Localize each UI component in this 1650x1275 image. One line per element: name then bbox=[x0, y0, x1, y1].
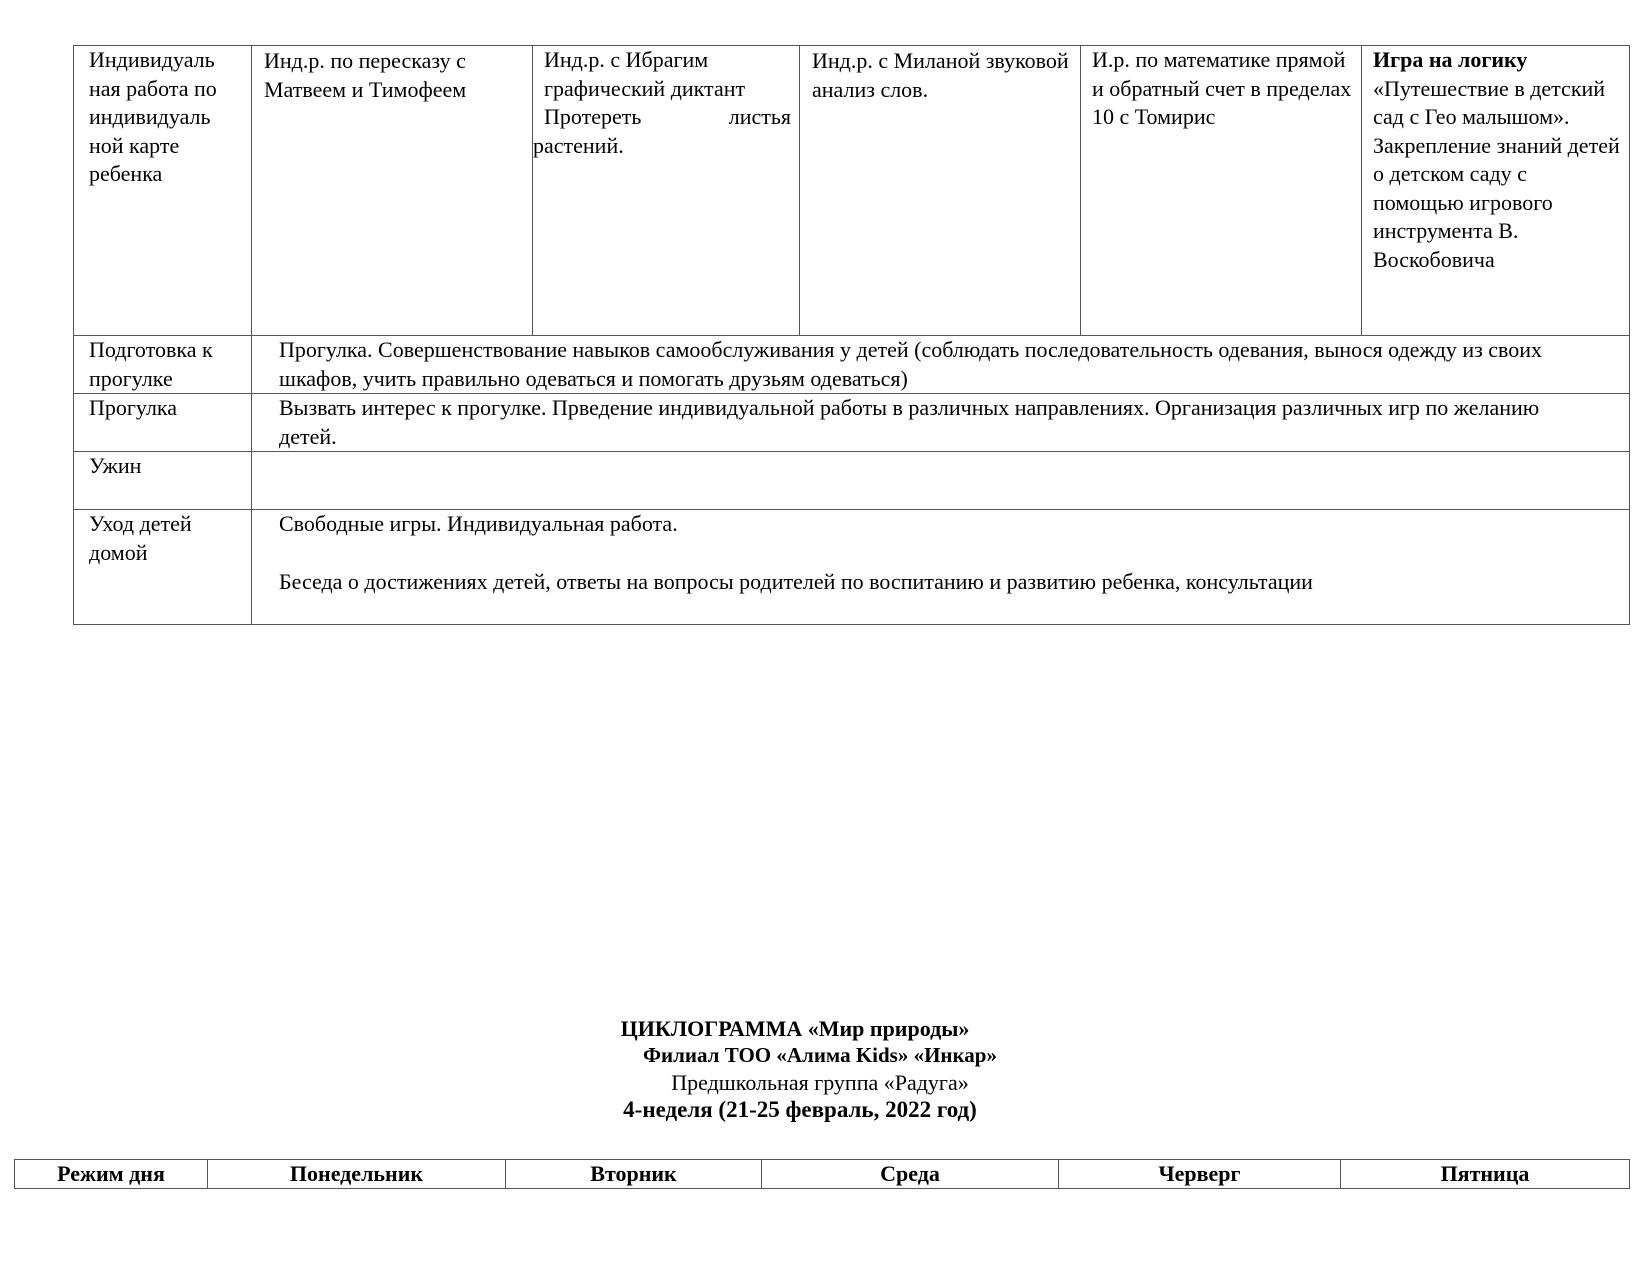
cell-walk: Вызвать интерес к прогулке. Прведение индивидуальной работы в различных направлениях. Организация различных игр по желанию детей. bbox=[252, 394, 1630, 452]
table-row-individual-work bbox=[74, 46, 1630, 336]
row-label-dinner: Ужин bbox=[74, 452, 252, 510]
table-row-going-home bbox=[74, 510, 1630, 625]
cell-going-home: Свободные игры. Индивидуальная работа. Беседа о достижениях детей, ответы на вопросы родителей по воспитанию и развитию ребенка, консультации bbox=[252, 510, 1630, 625]
heading-branch: Филиал ТОО «Алима Kids» «Инкар» bbox=[642, 1043, 997, 1067]
header-wednesday: Среда bbox=[762, 1160, 1059, 1189]
cell-friday-individual: Игра на логику «Путешествие в детский сад с Гео малышом». Закрепление знаний детей о детском саду с помощью игрового инструмента В. Воскобовича bbox=[1362, 46, 1630, 336]
row-label-walk: Прогулка bbox=[74, 394, 252, 452]
cell-dinner bbox=[252, 452, 1630, 510]
schedule-header-table bbox=[14, 1159, 1630, 1189]
table-row-dinner bbox=[74, 452, 1630, 510]
table-row-prep-walk bbox=[74, 336, 1630, 394]
cell-prep-walk: Прогулка. Совершенствование навыков самообслуживания у детей (соблюдать последовательность одевания, вынося одежду из своих шкафов, учить правильно одеваться и помогать друзьям одеваться) bbox=[252, 336, 1630, 394]
heading-week: 4-неделя (21-25 февраль, 2022 год) bbox=[623, 1097, 977, 1122]
cell-tuesday-individual: Инд.р. с Ибрагим графический диктант Протереть листья растений. bbox=[533, 46, 800, 336]
header-friday: Пятница bbox=[1341, 1160, 1630, 1189]
row-label-individual-work: Индивидуаль ная работа по индивидуаль ной карте ребенка bbox=[74, 46, 252, 336]
heading-title: ЦИКЛОГРАММА «Мир природы» bbox=[620, 1016, 970, 1041]
table-header-row bbox=[15, 1160, 1630, 1189]
schedule-table-continued bbox=[73, 45, 1630, 625]
header-day-mode: Режим дня bbox=[15, 1160, 208, 1189]
friday-game-title: Игра на логику bbox=[1373, 47, 1528, 72]
cell-monday-individual: Инд.р. по пересказу с Матвеем и Тимофеем bbox=[252, 46, 533, 336]
header-thursday: Черверг bbox=[1059, 1160, 1341, 1189]
table-row-walk bbox=[74, 394, 1630, 452]
cell-thursday-individual: И.р. по математике прямой и обратный счет в пределах 10 с Томирис bbox=[1081, 46, 1362, 336]
document-heading bbox=[0, 1015, 1650, 1123]
cell-wednesday-individual: Инд.р. с Миланой звуковой анализ слов. bbox=[800, 46, 1081, 336]
heading-group: Предшкольная группа «Радуга» bbox=[671, 1070, 969, 1095]
header-monday: Понедельник bbox=[208, 1160, 506, 1189]
row-label-going-home: Уход детей домой bbox=[74, 510, 252, 625]
row-label-prep-walk: Подготовка к прогулке bbox=[74, 336, 252, 394]
header-tuesday: Вторник bbox=[506, 1160, 762, 1189]
